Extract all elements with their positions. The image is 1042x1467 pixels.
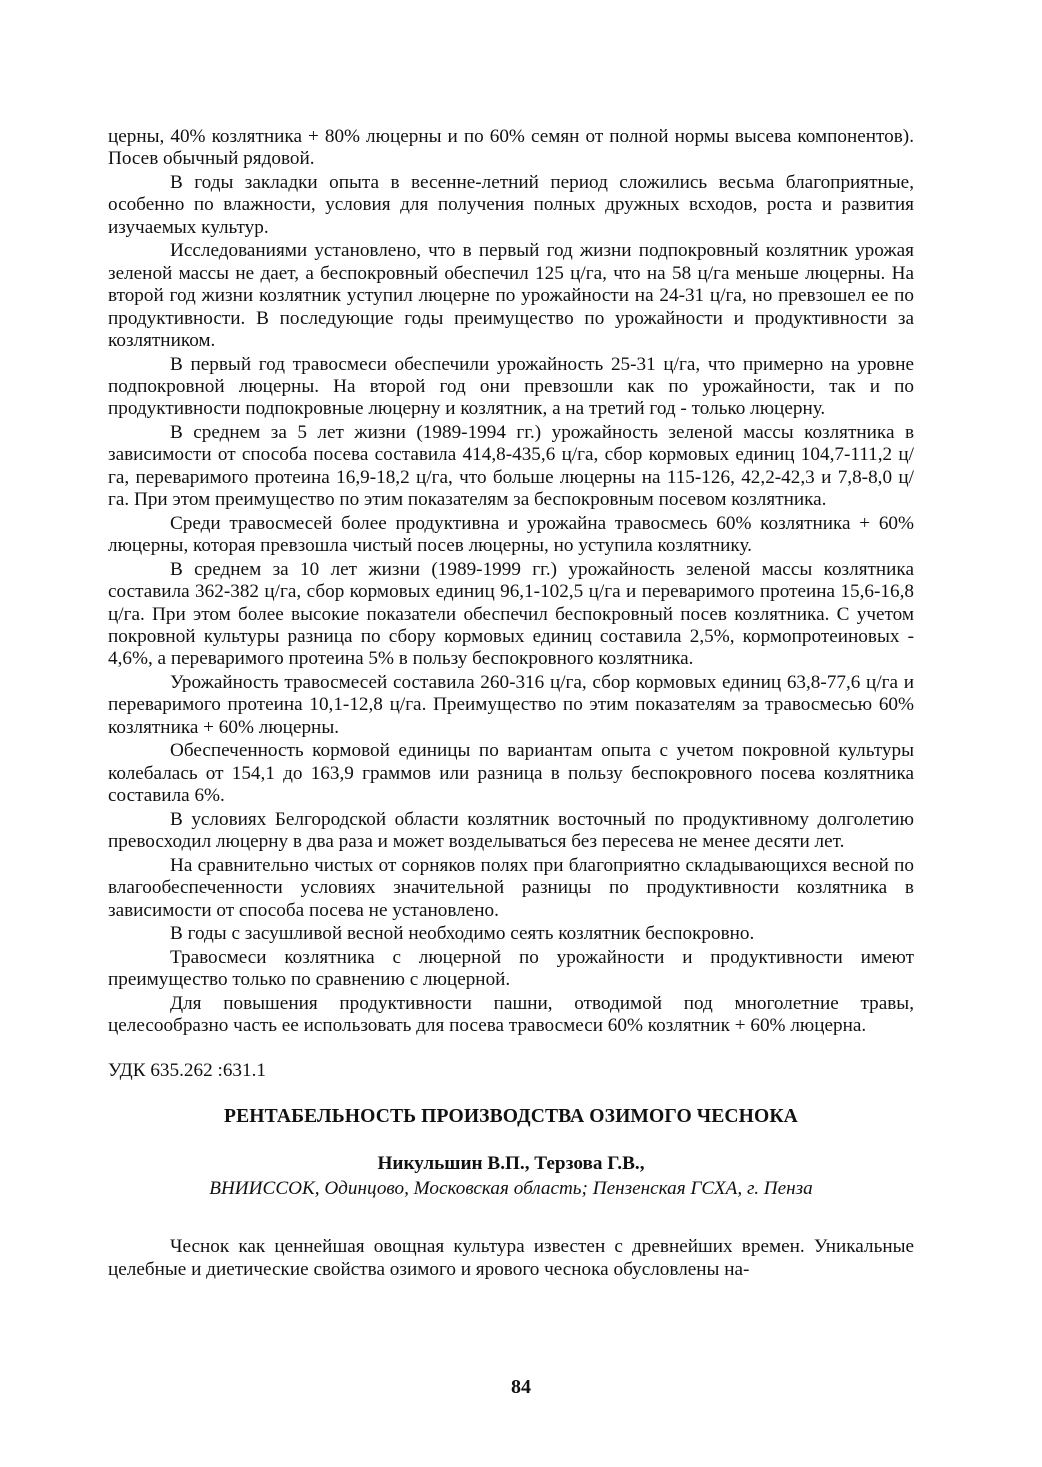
page-number: 84	[511, 1376, 531, 1398]
article-title: РЕНТАБЕЛЬНОСТЬ ПРОИЗВОДСТВА ОЗИМОГО ЧЕСНОКА	[224, 1106, 798, 1128]
paragraph: В годы с засушливой весной необходимо сеять козлятник беспокровно.	[170, 923, 755, 945]
paragraph: В среднем за 5 лет жизни (1989-1994 гг.) урожайность зеленой массы козлятника в зависимости от способа посева составила 414,8-435,6 ц/га, сбор кормовых единиц 104,7-111,2 ц/га, переваримого протеина 16,9-18,2 ц/га, что больше люцерны на 115-126, 42,2-42,3 и 7,8-8,0 ц/га. При этом преимущество по этим показателям за беспокровным посевом козлятника.	[108, 422, 914, 511]
paragraph: церны, 40% козлятника + 80% люцерны и по 60% семян от полной нормы высева компонентов). Посев обычный рядовой.	[108, 126, 914, 170]
paragraph: Среди травосмесей более продуктивна и урожайна травосмесь 60% козлятника + 60% люцерны, которая превзошла чистый посев люцерны, но уступила козлятнику.	[108, 512, 914, 557]
page-body	[108, 126, 914, 1282]
article-authors: Никульшин В.П., Терзова Г.В.,	[377, 1152, 645, 1174]
paragraph: Для повышения продуктивности пашни, отводимой под многолетние травы, целесообразно часть ее использовать для посева травосмеси 60% козлятник + 60% люцерна.	[108, 992, 914, 1037]
udk-code: УДК 635.262 :631.1	[108, 1059, 266, 1081]
paragraph: В годы закладки опыта в весенне-летний период сложились весьма благоприятные, особенно по влажности, условия для получения полных дружных всходов, роста и развития изучаемых культур.	[108, 172, 914, 238]
paragraph: В первый год травосмеси обеспечили урожайность 25-31 ц/га, что примерно на уровне подпокровной люцерны. На второй год они превзошли как по урожайности, так и по продуктивности подпокровные люцерну и козлятник, а на третий год - только люцерну.	[108, 353, 914, 420]
article-affiliation: ВНИИССОК, Одинцово, Московская область; Пензенская ГСХА, г. Пенза	[209, 1177, 813, 1199]
paragraph: В условиях Белгородской области козлятник восточный по продуктивному долголетию превосходил люцерну в два раза и может возделываться без пересева не менее десяти лет.	[108, 808, 914, 853]
paragraph: На сравнительно чистых от сорняков полях при благоприятно складывающихся весной по влагообеспеченности условиях значительной разницы по продуктивности козлятника в зависимости от способа посева не установлено.	[108, 854, 914, 921]
paragraph: Обеспеченность кормовой единицы по вариантам опыта с учетом покровной культуры колебалась от 154,1 до 163,9 граммов или разница в пользу беспокровного посева козлятника составила 6%.	[108, 740, 914, 807]
abstract-paragraph: Чеснок как ценнейшая овощная культура известен с древнейших времен. Уникальные целебные и диетические свойства озимого и ярового чеснока обусловлены на-	[108, 1236, 914, 1280]
paragraph: Исследованиями установлено, что в первый год жизни подпокровный козлятник урожая зеленой массы не дает, а беспокровный обеспечил 125 ц/га, что на 58 ц/га меньше люцерны. На второй год жизни козлятник уступил люцерне по урожайности на 24-31 ц/га, но превзошел ее по продуктивности. В последующие годы преимущество по урожайности и продуктивности за козлятником.	[108, 240, 914, 352]
paragraph: Урожайность травосмесей составила 260-316 ц/га, сбор кормовых единиц 63,8-77,6 ц/га и переваримого протеина 10,1-12,8 ц/га. Преимущество по этим показателям за травосмесью 60% козлятника + 60% люцерны.	[108, 672, 914, 738]
paragraph: В среднем за 10 лет жизни (1989-1999 гг.) урожайность зеленой массы козлятника составила 362-382 ц/га, сбор кормовых единиц 96,1-102,5 ц/га и переваримого протеина 15,6-16,8 ц/га. При этом более высокие показатели обеспечил беспокровный посев козлятника. С учетом покровной культуры разница по сбору кормовых единиц составила 2,5%, кормопротеиновых - 4,6%, а переваримого протеина 5% в пользу беспокровного козлятника.	[108, 558, 914, 670]
paragraph: Травосмеси козлятника с люцерной по урожайности и продуктивности имеют преимущество только по сравнению с люцерной.	[108, 946, 914, 991]
